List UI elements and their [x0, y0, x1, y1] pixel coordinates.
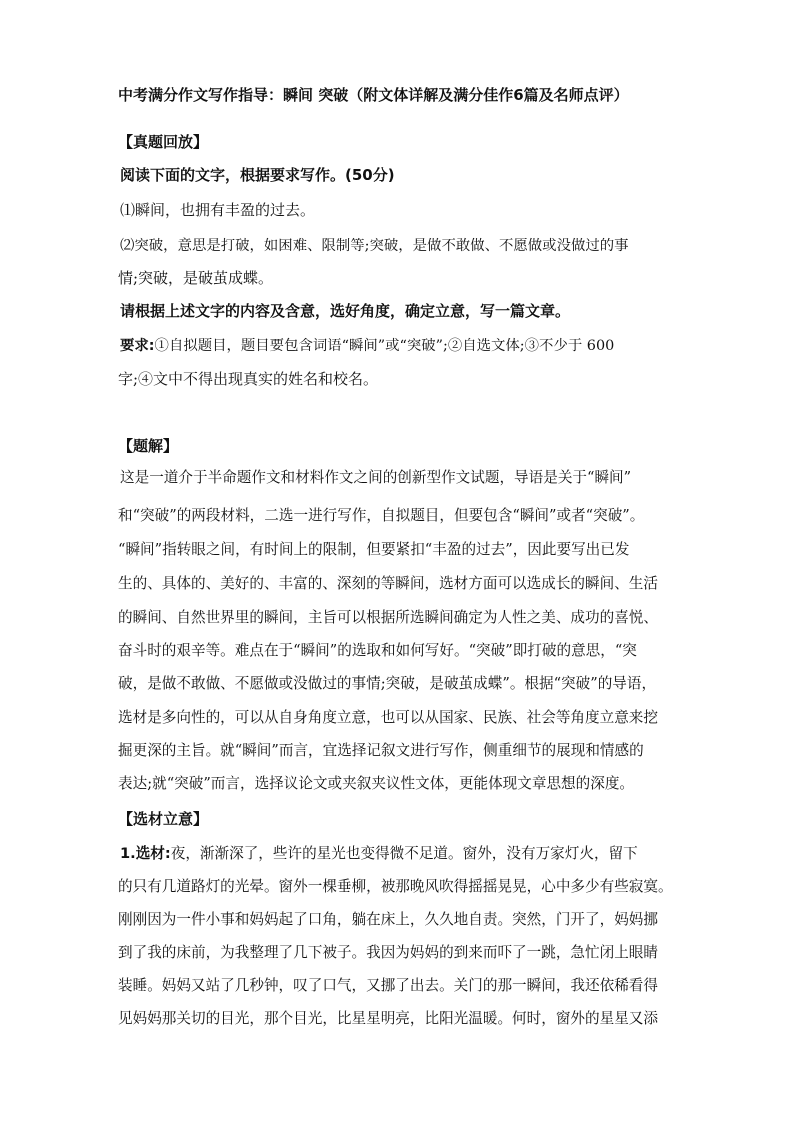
exam-intro: 阅读下面的文字，根据要求写作。(50分) — [120, 166, 395, 184]
requirements-text: ①自拟题目，题目要包含词语“瞬间”或“突破”;②自选文体;③不少于 600 — [154, 338, 615, 354]
analysis-line: 表达;就“突破”而言，选择议论文或夹叙夹议性文体，更能体现文章思想的深度。 — [118, 775, 635, 792]
document-title: 中考满分作文写作指导：瞬间 突破（附文体详解及满分佳作6篇及名师点评） — [118, 86, 629, 104]
material-line: 到了我的床前，为我整理了几下被子。我因为妈妈的到来而吓了一跳，急忙闭上眼睛 — [118, 944, 658, 961]
exam-item-1: ⑴瞬间，也拥有丰盈的过去。 — [120, 201, 316, 219]
analysis-line: 生的、具体的、美好的、丰富的、深刻的等瞬间，选材方面可以选成长的瞬间、生活 — [118, 575, 658, 592]
analysis-line: 掘更深的主旨。就“瞬间”而言，宜选择记叙文进行写作，侧重细节的展现和情感的 — [118, 742, 644, 759]
analysis-line: 的瞬间、自然世界里的瞬间，主旨可以根据所选瞬间确定为人性之美、成功的喜悦、 — [118, 609, 658, 626]
material-line: 刚刚因为一件小事和妈妈起了口角，躺在床上，久久地自责。突然，门开了，妈妈挪 — [118, 911, 658, 928]
analysis-line: 和“突破”的两段材料，二选一进行写作，自拟题目，但要包含“瞬间”或者“突破”。 — [118, 507, 645, 524]
exam-requirements-line-1 — [120, 339, 614, 353]
section-heading-analysis: 【题解】 — [118, 437, 179, 455]
requirements-label: 要求: — [120, 338, 155, 354]
material-line — [120, 847, 638, 862]
analysis-line: “瞬间”指转眼之间，有时间上的限制，但要紧扣“丰盈的过去”，因此要写出已发 — [118, 541, 630, 558]
analysis-line: 奋斗时的艰辛等。难点在于“瞬间”的选取和如何写好。“突破”即打破的意思，“突 — [118, 642, 637, 659]
analysis-line: 破，是做不敢做、不愿做或没做过的事情;突破，是破茧成蝶”。根据“突破”的导语， — [118, 675, 657, 692]
section-heading-material: 【选材立意】 — [118, 810, 209, 828]
analysis-line: 这是一道介于半命题作文和材料作文之间的创新型作文试题，导语是关于“瞬间” — [120, 469, 632, 486]
exam-item-2-line-2: 情;突破，是破茧成蝶。 — [118, 269, 274, 287]
material-line: 见妈妈那关切的目光，那个目光，比星星明亮，比阳光温暖。何时，窗外的星星又添 — [118, 1010, 658, 1027]
exam-requirements-line-2: 字;④文中不得出现真实的姓名和校名。 — [118, 370, 379, 388]
material-line: 装睡。妈妈又站了几秒钟，叹了口气，又挪了出去。关门的那一瞬间，我还依稀看得 — [118, 977, 658, 994]
material-line: 的只有几道路灯的光晕。窗外一棵垂柳，被那晚风吹得摇摇晃晃，心中多少有些寂寞。 — [118, 878, 673, 895]
analysis-line: 选材是多向性的，可以从自身角度立意，也可以从国家、民族、社会等角度立意来挖 — [118, 709, 658, 726]
exam-instruction: 请根据上述文字的内容及含意，选好角度，确定立意，写一篇文章。 — [120, 302, 571, 320]
section-heading-exam: 【真题回放】 — [118, 133, 209, 151]
exam-item-2-line-1: ⑵突破，意思是打破，如困难、限制等;突破，是做不敢做、不愿做或没做过的事 — [120, 238, 629, 254]
material-label: 1.选材: — [120, 845, 171, 862]
material-text: 夜，渐渐深了，些许的星光也变得微不足道。窗外，没有万家灯火，留下 — [170, 845, 638, 862]
